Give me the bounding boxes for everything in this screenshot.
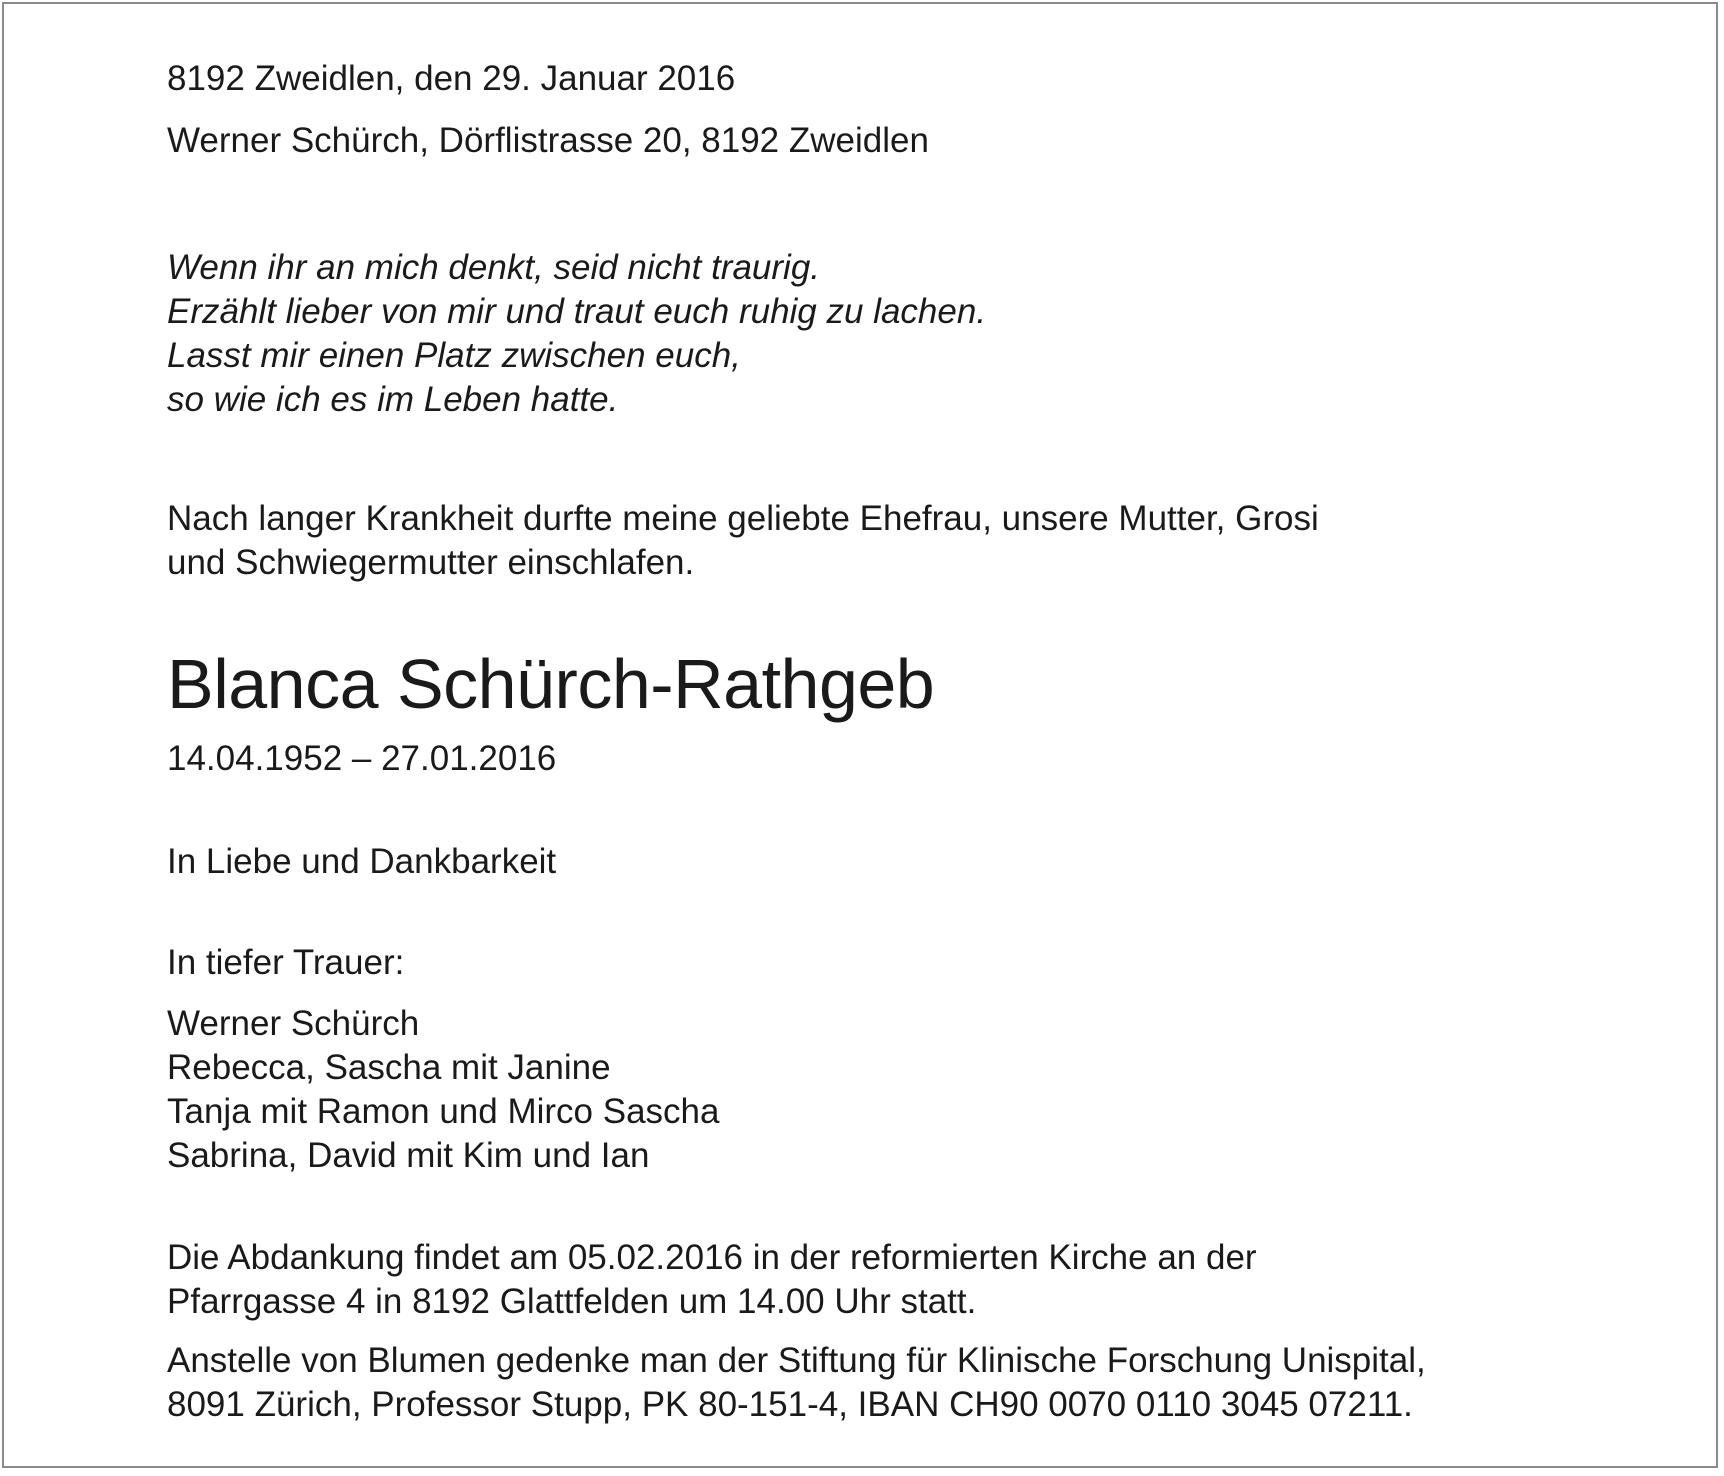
place-date: 8192 Zweidlen, den 29. Januar 2016 [167, 59, 736, 98]
poem-line: Erzählt lieber von mir und traut euch ruhig zu lachen. [167, 292, 987, 331]
sender-address: Werner Schürch, Dörflistrasse 20, 8192 Zweidlen [167, 121, 929, 160]
intro-text [167, 497, 1319, 585]
life-dates: 14.04.1952 – 27.01.2016 [167, 739, 557, 778]
donation-line: Anstelle von Blumen gedenke man der Stiftung für Klinische Forschung Unispital, [167, 1341, 1426, 1380]
donation-line: 8091 Zürich, Professor Stupp, PK 80-151-4, IBAN CH90 0070 0110 3045 07211. [167, 1385, 1413, 1424]
mourning-label: In tiefer Trauer: [167, 943, 405, 982]
poem-line: so wie ich es im Leben hatte. [167, 380, 619, 419]
gratitude-line: In Liebe und Dankbarkeit [167, 842, 557, 881]
poem [167, 246, 986, 422]
poem-line: Lasst mir einen Platz zwischen euch, [167, 336, 741, 375]
mourners-list [167, 1002, 719, 1178]
service-line: Pfarrgasse 4 in 8192 Glattfelden um 14.00 Uhr statt. [167, 1282, 977, 1321]
death-notice [2, 2, 1718, 1468]
service-info [167, 1236, 1257, 1324]
intro-line: Nach langer Krankheit durfte meine geliebte Ehefrau, unsere Mutter, Grosi [167, 499, 1319, 538]
intro-line: und Schwiegermutter einschlafen. [167, 543, 695, 582]
service-line: Die Abdankung findet am 05.02.2016 in der reformierten Kirche an der [167, 1238, 1257, 1277]
mourner-entry: Sabrina, David mit Kim und Ian [167, 1136, 650, 1175]
donation-info [167, 1339, 1426, 1427]
mourner-entry: Tanja mit Ramon und Mirco Sascha [167, 1092, 720, 1131]
mourner-entry: Werner Schürch [167, 1004, 420, 1043]
deceased-name: Blanca Schürch-Rathgeb [167, 645, 935, 723]
poem-line: Wenn ihr an mich denkt, seid nicht traurig. [167, 248, 821, 287]
mourner-entry: Rebecca, Sascha mit Janine [167, 1048, 611, 1087]
